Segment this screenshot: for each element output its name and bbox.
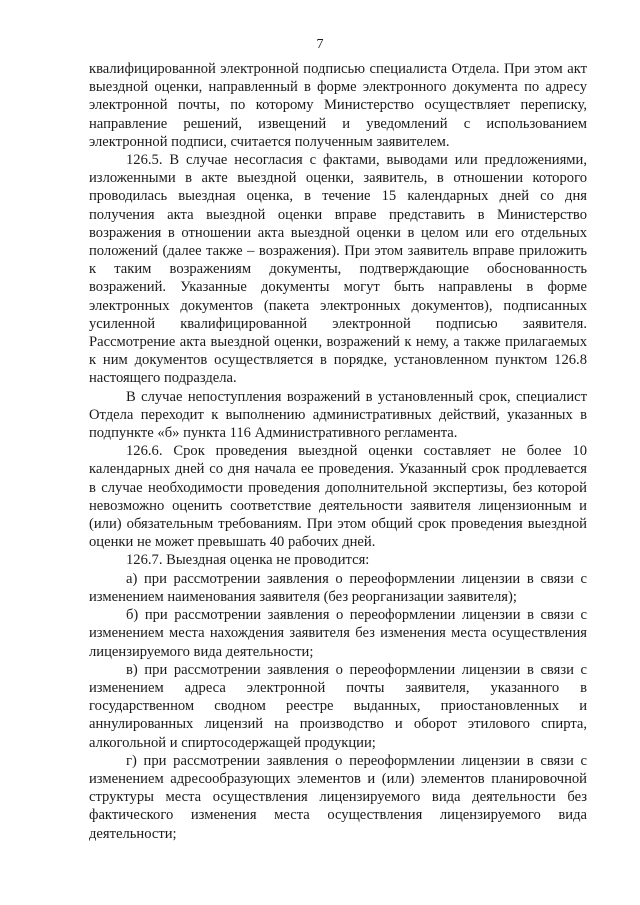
paragraph-126-6: 126.6. Срок проведения выездной оценки составляет не более 10 календарных дней со дня начала ее проведения. Указанный срок продлевается в случае необходимости проведения дополнительной экспертизы, без которой невозможно оценить соответствие деятельности заявителя лицензионным и (или) обязательным требованиям. При этом общий срок проведения выездной оценки не может превышать 40 рабочих дней.	[89, 443, 587, 551]
document-body	[89, 60, 587, 843]
paragraph-126-5: 126.5. В случае несогласия с фактами, выводами или предложениями, изложенными в акте выездной оценки, заявитель, в отношении которого проводилась выездная оценка, в течение 15 календарных дней со дня получения акта выездной оценки вправе представить в Министерство возражения в отношении акта выездной оценки в целом или его отдельных положений (далее также – возражения). При этом заявитель вправе приложить к таким возражениям документы, подтверждающие обоснованность возражений. Указанные документы могут быть направлены в форме электронных документов (пакета электронных документов), подписанных усиленной квалифицированной электронной подписью заявителя. Рассмотрение акта выездной оценки, возражений к нему, а также прилагаемых к ним документов осуществляется в порядке, установленном пунктом 126.8 настоящего подраздела.	[89, 152, 587, 387]
list-item-v: в) при рассмотрении заявления о переоформлении лицензии в связи с изменением адреса электронной почты заявителя, указанного в государственном сводном реестре выданных, приостановленных и аннулированных лицензий на производство и оборот этилового спирта, алкогольной и спиртосодержащей продукции;	[89, 661, 587, 751]
paragraph-continuation: квалифицированной электронной подписью специалиста Отдела. При этом акт выездной оценки, направленный в форме электронного документа по адресу электронной почты, по которому Министерство осуществляет переписку, направление решений, извещений и уведомлений с использованием электронной подписи, считается полученным заявителем.	[89, 61, 587, 150]
paragraph-126-7: 126.7. Выездная оценка не проводится:	[126, 552, 370, 569]
paragraph-no-objections: В случае непоступления возражений в установленный срок, специалист Отдела переходит к выполнению административных действий, указанных в подпункте «б» пункта 116 Административного регламента.	[89, 388, 587, 442]
page-number: 7	[316, 37, 324, 52]
list-item-b: б) при рассмотрении заявления о переоформлении лицензии в связи с изменением места нахождения заявителя без изменения места осуществления лицензируемого вида деятельности;	[89, 607, 587, 660]
list-item-g: г) при рассмотрении заявления о переоформлении лицензии в связи с изменением адресообразующих элементов и (или) элементов планировочной структуры места осуществления лицензируемого вида деятельности без фактического изменения места осуществления лицензируемого вида деятельности;	[89, 752, 587, 842]
list-item-a: а) при рассмотрении заявления о переоформлении лицензии в связи с изменением наименования заявителя (без реорганизации заявителя);	[89, 570, 587, 605]
